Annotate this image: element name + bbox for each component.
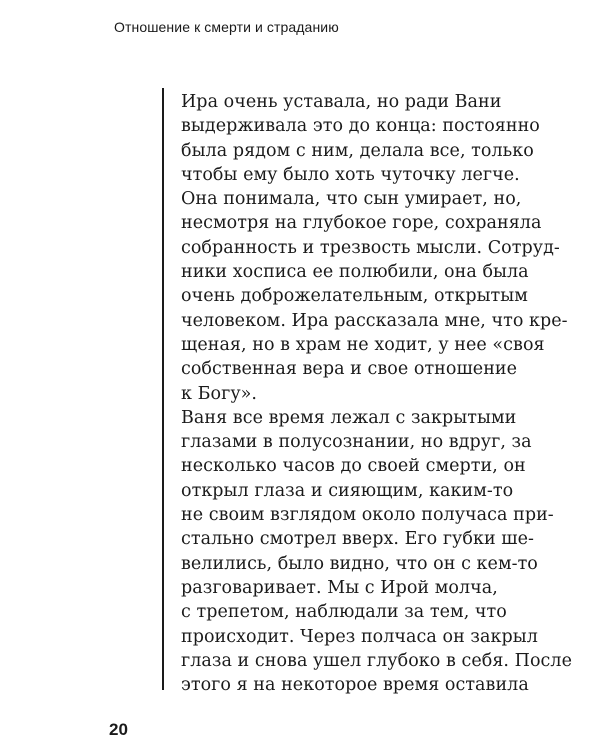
text-line: глаза и снова ушел глубоко в себя. После — [181, 650, 572, 671]
text-line: этого я на некоторое время оставила — [181, 675, 529, 696]
text-line: Она понимала, что сын умирает, но, — [181, 189, 522, 210]
running-header: Отношение к смерти и страданию — [114, 19, 339, 35]
text-line: выдерживала это до конца: постоянно — [181, 116, 540, 137]
text-line: глазами в полусознании, но вдруг, за — [181, 432, 532, 453]
text-line: велились, было видно, что он с кем-то — [181, 553, 538, 574]
text-line: щеная, но в храм не ходит, у нее «своя — [181, 334, 545, 355]
text-line: Ваня все время лежал с закрытыми — [181, 407, 517, 428]
text-line: была рядом с ним, делала все, только — [181, 140, 534, 161]
text-line: собственная вера и свое отношение — [181, 359, 518, 380]
text-line: ники хосписа ее полюбили, она была — [181, 262, 529, 283]
text-line: происходит. Через полчаса он закрыл — [181, 626, 538, 647]
margin-rule — [162, 88, 164, 690]
text-line: несмотря на глубокое горе, сохраняла — [181, 213, 542, 234]
text-line: к Богу». — [181, 383, 258, 404]
text-line: с трепетом, наблюдали за тем, что — [181, 602, 507, 623]
text-line: собранность и трезвость мысли. Сотруд- — [181, 237, 560, 258]
text-line: чтобы ему было хоть чуточку легче. — [181, 164, 520, 185]
text-line: человеком. Ира рассказала мне, что кре- — [181, 310, 568, 331]
text-line: не своим взглядом около получаса при- — [181, 505, 554, 526]
page-number: 20 — [109, 720, 128, 739]
text-line: стально смотрел вверх. Его губки ше- — [181, 529, 534, 550]
text-line: разговаривает. Мы с Ирой молча, — [181, 577, 498, 598]
text-line: Ира очень уставала, но ради Вани — [181, 92, 502, 112]
text-line: очень доброжелательным, открытым — [181, 286, 528, 307]
text-line: открыл глаза и сияющим, каким-то — [181, 480, 514, 501]
body-text — [181, 90, 572, 697]
text-line: несколько часов до своей смерти, он — [181, 456, 526, 477]
